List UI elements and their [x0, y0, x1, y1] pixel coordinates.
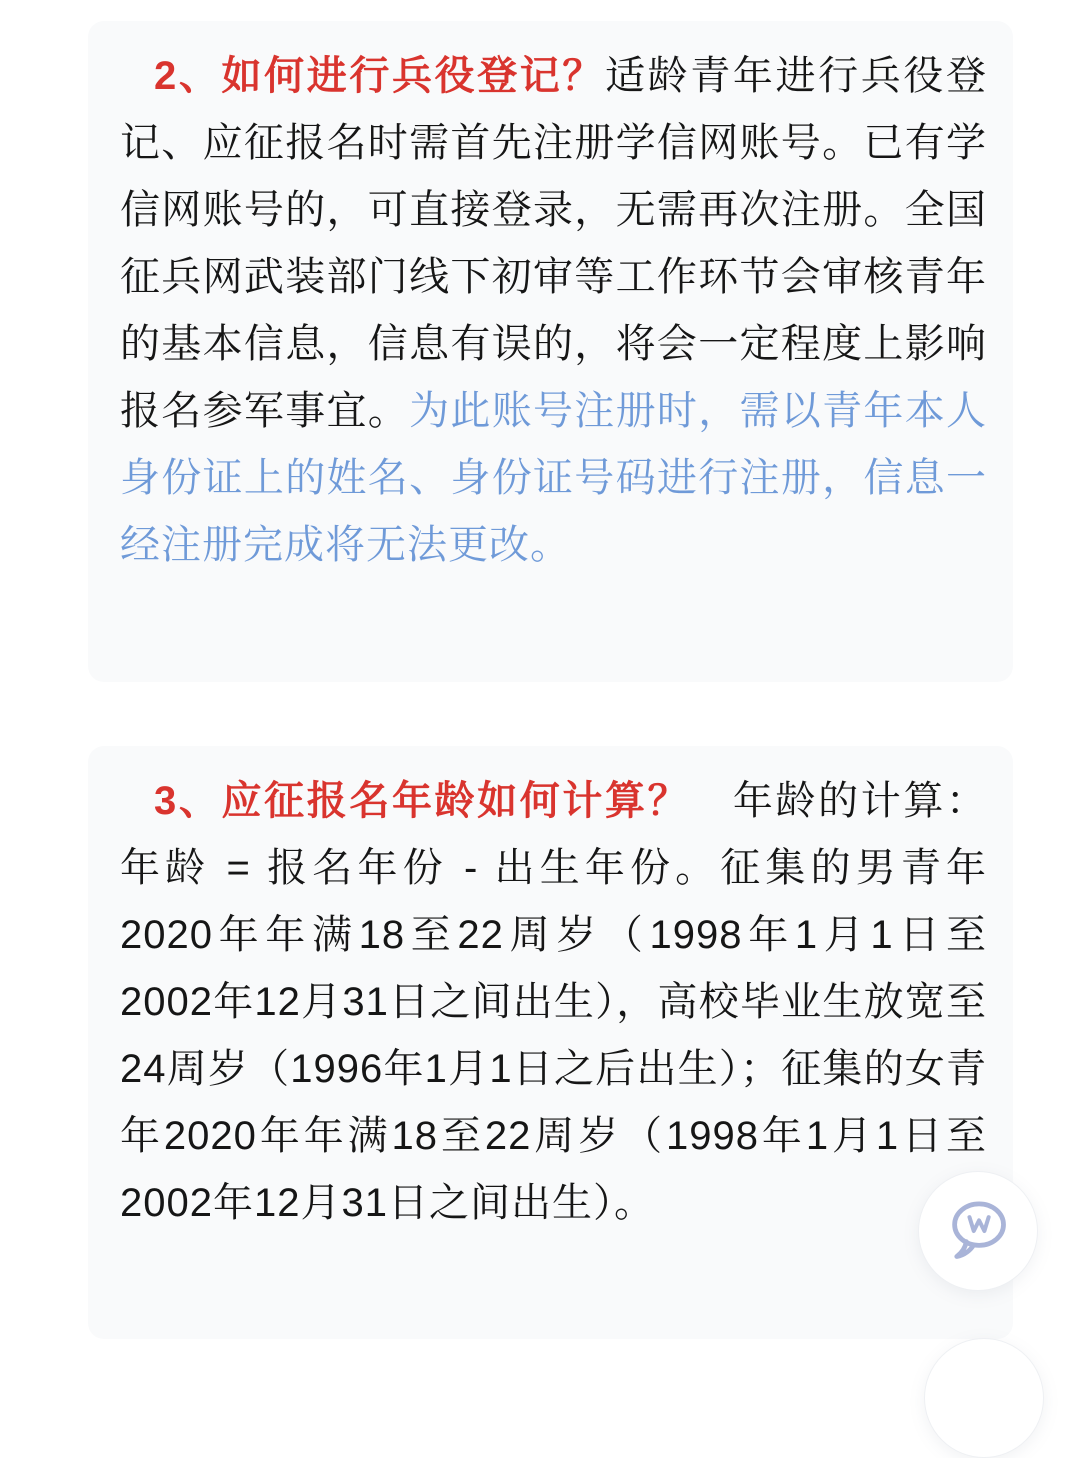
question-heading: 2、如何进行兵役登记？ — [154, 54, 606, 98]
faq-card-question-3 — [88, 746, 1013, 1339]
faq-card-question-2 — [88, 21, 1013, 682]
faq-paragraph — [120, 43, 987, 579]
question-heading: 3、应征报名年龄如何计算？ — [154, 779, 691, 823]
answer-text: 年龄的计算：年龄 = 报名年份 - 出生年份。征集的男青年2020年年满18至22周岁（1998年1月1日至2002年12月31日之间出生），高校毕业生放宽至24周岁（1996年1月1日之后出生）；征集的女青年2020年年满18至22周岁（1998年1月1日至2002年12月31日之间出生）。 — [120, 779, 988, 1225]
faq-paragraph — [120, 768, 987, 1237]
answer-note-blue: 为此账号注册时，需以青年本人身份证上的姓名、身份证号码进行注册，信息一经注册完成将无法更改。 — [120, 389, 988, 567]
w-chat-bubble-icon — [944, 1197, 1012, 1265]
answer-text: 适龄青年进行兵役登记、应征报名时需首先注册学信网账号。已有学信网账号的，可直接登录，无需再次注册。全国征兵网武装部门线下初审等工作环节会审核青年的基本信息，信息有误的，将会一定程度上影响报名参军事宜。 — [120, 54, 988, 433]
float-button-partial[interactable] — [924, 1338, 1044, 1458]
chat-float-button[interactable] — [918, 1171, 1038, 1291]
